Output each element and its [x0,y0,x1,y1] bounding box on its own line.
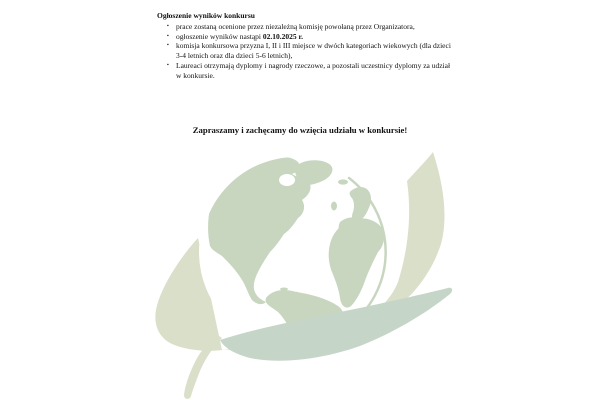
list-item-bold-text: 02.10.2025 r. [262,31,303,41]
section-heading: Ogłoszenie wyników konkursu [157,11,255,20]
document-content [157,11,452,80]
list-item [157,32,452,42]
list-item [157,22,452,32]
list-item [157,61,452,80]
list-item-text: prace zostaną ocenione przez niezależną komisję powołaną przez Organizatora, [176,22,415,31]
bullet-square-icon: ▪ [167,24,169,29]
hudson-bay-shape [279,174,295,186]
list-item-text: Laureaci otrzymają dyplomy i nagrody rzeczowe, a pozostali uczestnicy dyplomy za udział w konkursie. [176,60,451,80]
bullet-square-icon: ▪ [167,62,169,68]
british-isles-shape [331,202,337,211]
europe-shape [339,217,365,235]
bullet-square-icon: ▪ [167,33,169,39]
bullet-square-icon: ▪ [167,43,169,49]
bullet-list [157,22,452,80]
globe-ring [349,178,386,326]
list-item [157,41,452,60]
sage-leaf-shape [220,288,452,361]
list-item-text: komisja konkursowa przyzna I, II i III miejsce w dwóch kategoriach wiekowych (dla dzieci 3-4 letnich oraz dla dzieci 5-6 letnich), [176,41,451,61]
caribbean-island-shape [280,288,288,291]
caribbean-island-shape [293,292,299,294]
south-america-shape [266,290,344,352]
invitation-line: Zapraszamy i zachęcamy do wzięcia udziału w konkursie! [192,124,408,135]
north-america-shape [208,156,310,304]
iceland-shape [338,179,348,184]
caribbean-island-shape [304,296,308,298]
leaf-stem-shape [184,334,222,399]
leaf-blade-shape [155,152,444,351]
scandinavia-shape [350,187,371,222]
greenland-shape [295,160,333,185]
globe-disc [199,155,393,349]
list-item-text: ogłoszenie wyników nastąpi [176,31,263,41]
continents [208,156,384,352]
africa-shape [329,218,384,307]
